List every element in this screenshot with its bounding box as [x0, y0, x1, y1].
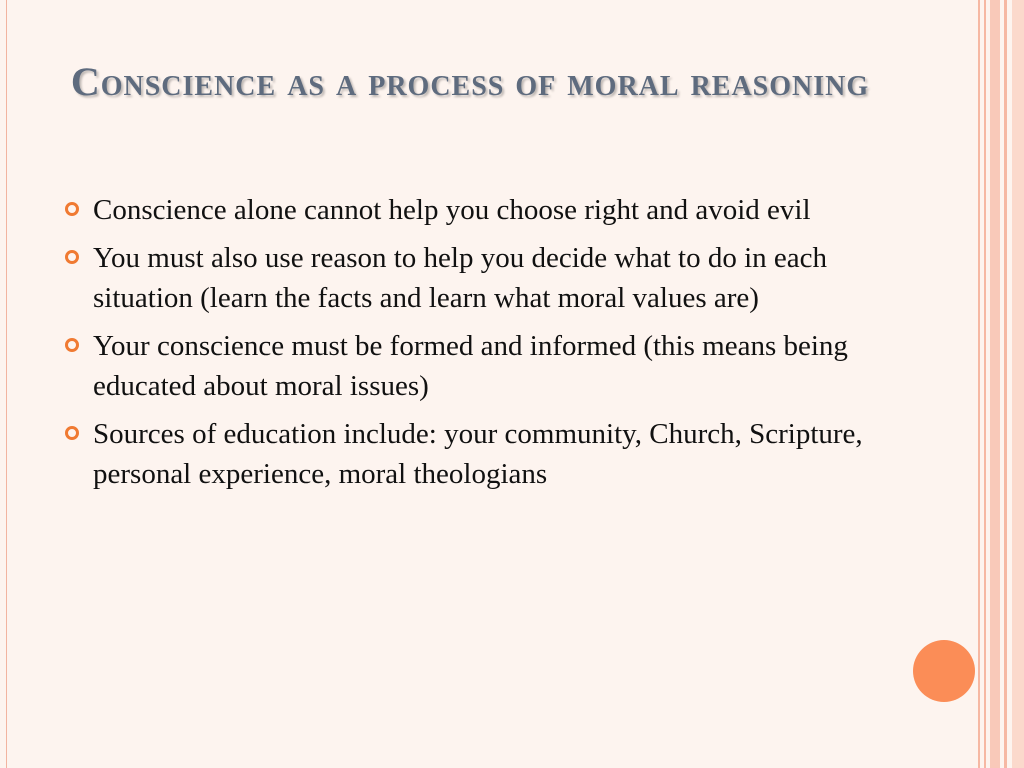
right-stripe [978, 0, 980, 768]
right-stripe [1012, 0, 1024, 768]
decorative-circle-icon [913, 640, 975, 702]
right-stripe [1004, 0, 1007, 768]
bullet-text: You must also use reason to help you decide what to do in each situation (learn the facts and learn what moral values are) [93, 242, 828, 314]
left-border-line [6, 0, 7, 768]
bullet-item [62, 190, 872, 230]
bullet-circle-icon [65, 426, 79, 440]
bullet-item [62, 414, 872, 494]
bullet-item [62, 238, 872, 318]
bullet-circle-icon [65, 338, 79, 352]
right-stripe [984, 0, 986, 768]
bullet-circle-icon [65, 202, 79, 216]
bullet-text: Sources of education include: your community, Church, Scripture, personal experience, moral theologians [93, 418, 863, 490]
bullet-item [62, 326, 872, 406]
slide-title: Conscience as a process of moral reasoning [70, 59, 870, 104]
bullet-circle-icon [65, 250, 79, 264]
bullet-list [62, 190, 872, 502]
bullet-text: Your conscience must be formed and informed (this means being educated about moral issues) [93, 330, 848, 402]
right-stripe [990, 0, 1000, 768]
bullet-text: Conscience alone cannot help you choose right and avoid evil [93, 194, 811, 226]
